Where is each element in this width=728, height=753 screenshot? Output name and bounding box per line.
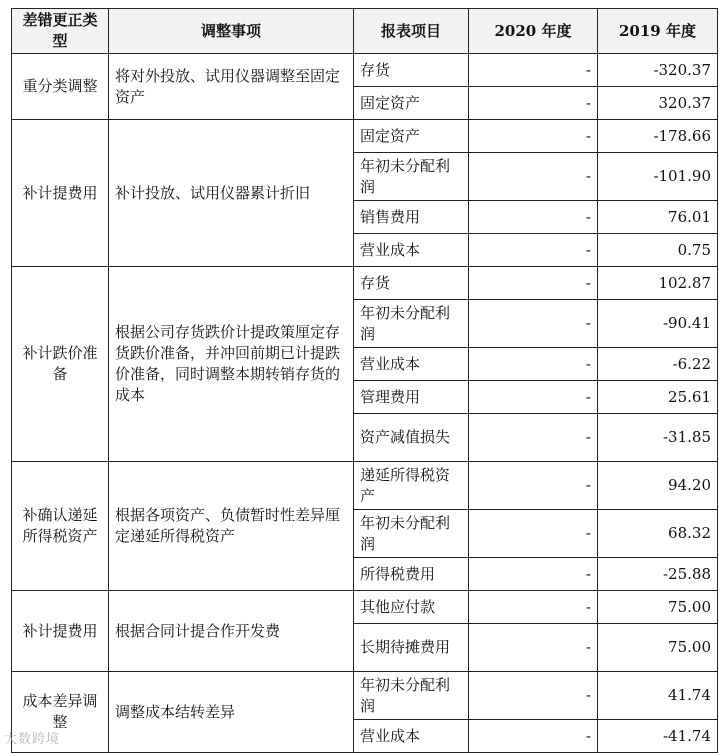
header-report-item: 报表项目 [354,9,469,54]
correction-type-cell: 补计跌价准备 [12,267,109,462]
table-header-row [12,9,718,54]
value-2019-cell: 0.75 [598,234,718,267]
report-item-cell: 长期待摊费用 [354,624,469,672]
value-2019-cell: 75.00 [598,591,718,624]
value-2019-cell: 25.61 [598,381,718,414]
value-2019-cell: -6.22 [598,348,718,381]
report-item-cell: 销售费用 [354,201,469,234]
value-2020-cell: - [469,120,598,153]
adjustment-table-container [11,8,718,753]
value-2019-cell: 94.20 [598,462,718,510]
table-row [12,267,718,300]
value-2019-cell: -178.66 [598,120,718,153]
correction-type-cell: 补计提费用 [12,120,109,267]
value-2020-cell: - [469,234,598,267]
value-2020-cell: - [469,720,598,753]
report-item-cell: 递延所得税资产 [354,462,469,510]
table-row [12,462,718,510]
value-2020-cell: - [469,267,598,300]
value-2019-cell: -101.90 [598,153,718,201]
adjustment-matter-cell: 根据合同计提合作开发费 [109,591,354,672]
value-2019-cell: 102.87 [598,267,718,300]
report-item-cell: 营业成本 [354,234,469,267]
report-item-cell: 年初未分配利润 [354,672,469,720]
value-2019-cell: -41.74 [598,720,718,753]
value-2020-cell: - [469,54,598,87]
report-item-cell: 管理费用 [354,381,469,414]
adjustment-matter-cell: 根据各项资产、负债暂时性差异厘定递延所得税资产 [109,462,354,591]
value-2019-cell: -25.88 [598,558,718,591]
report-item-cell: 年初未分配利润 [354,510,469,558]
report-item-cell: 存货 [354,267,469,300]
error-correction-table [11,8,718,753]
value-2019-cell: 68.32 [598,510,718,558]
value-2020-cell: - [469,348,598,381]
value-2019-cell: 75.00 [598,624,718,672]
adjustment-matter-cell: 调整成本结转差异 [109,672,354,753]
table-row [12,120,718,153]
correction-type-cell: 重分类调整 [12,54,109,120]
adjustment-matter-cell: 将对外投放、试用仪器调整至固定资产 [109,54,354,120]
header-adjustment-matter: 调整事项 [109,9,354,54]
table-body [12,54,718,753]
header-year-2019: 2019 年度 [598,9,718,54]
value-2020-cell: - [469,624,598,672]
value-2019-cell: 76.01 [598,201,718,234]
value-2020-cell: - [469,591,598,624]
report-item-cell: 存货 [354,54,469,87]
value-2020-cell: - [469,558,598,591]
report-item-cell: 年初未分配利润 [354,153,469,201]
value-2020-cell: - [469,87,598,120]
table-row [12,672,718,720]
report-item-cell: 资产减值损失 [354,414,469,462]
value-2020-cell: - [469,153,598,201]
adjustment-matter-cell: 根据公司存货跌价计提政策厘定存货跌价准备，并冲回前期已计提跌价准备，同时调整本期转销存货的成本 [109,267,354,462]
report-item-cell: 其他应付款 [354,591,469,624]
header-correction-type: 差错更正类型 [12,9,109,54]
value-2019-cell: -90.41 [598,300,718,348]
value-2020-cell: - [469,672,598,720]
value-2020-cell: - [469,381,598,414]
value-2019-cell: 320.37 [598,87,718,120]
value-2020-cell: - [469,510,598,558]
watermark-text: 大数跨境 [4,732,61,747]
correction-type-cell: 补计提费用 [12,591,109,672]
report-item-cell: 营业成本 [354,348,469,381]
value-2019-cell: 41.74 [598,672,718,720]
report-item-cell: 年初未分配利润 [354,300,469,348]
table-row [12,591,718,624]
value-2019-cell: -320.37 [598,54,718,87]
header-year-2020: 2020 年度 [469,9,598,54]
report-item-cell: 营业成本 [354,720,469,753]
adjustment-matter-cell: 补计投放、试用仪器累计折旧 [109,120,354,267]
report-item-cell: 固定资产 [354,87,469,120]
correction-type-cell: 补确认递延所得税资产 [12,462,109,591]
value-2020-cell: - [469,201,598,234]
correction-type-cell: 成本差异调整 [12,672,109,753]
value-2020-cell: - [469,462,598,510]
value-2020-cell: - [469,414,598,462]
table-row [12,54,718,87]
report-item-cell: 所得税费用 [354,558,469,591]
report-item-cell: 固定资产 [354,120,469,153]
value-2019-cell: -31.85 [598,414,718,462]
value-2020-cell: - [469,300,598,348]
